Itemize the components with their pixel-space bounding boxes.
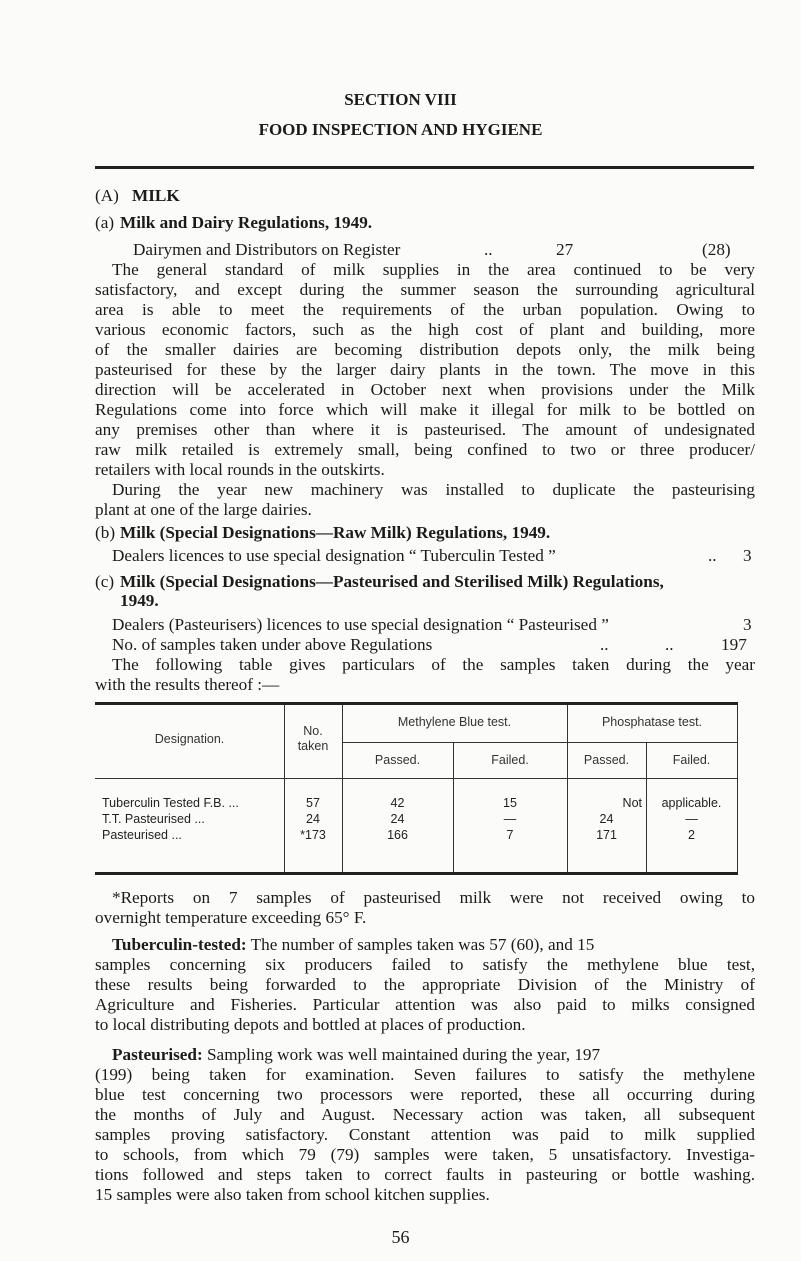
text-line: Agriculture and Fisheries. Particular attention was also paid to milks consigned <box>95 995 755 1014</box>
text-line: satisfactory, and except during the summer season the surrounding agricultural <box>95 280 755 299</box>
tt-licence-text: Dealers licences to use special designation “ Tuberculin Tested ” <box>112 546 556 565</box>
header-phosphatase: Phosphatase test. <box>601 715 703 729</box>
text-line <box>112 935 755 955</box>
text-line: to local distributing depots and bottled at places of production. <box>95 1015 526 1034</box>
header-designation: Designation. <box>154 732 225 746</box>
text-line: During the year new machinery was installed to duplicate the pasteurising <box>112 480 755 499</box>
footnote-line: overnight temperature exceeding 65° F. <box>95 908 367 927</box>
samples-text: No. of samples taken under above Regulations <box>112 635 433 654</box>
cell-ph-failed: — <box>685 812 698 826</box>
tt-licence-dots: .. <box>708 546 717 565</box>
column-divider <box>567 705 568 872</box>
milk-heading: MILK <box>132 186 180 205</box>
subsection-c-title-line1: Milk (Special Designations—Pasteurised and Sterilised Milk) Regulations, <box>120 572 664 591</box>
register-text: Dairymen and Distributors on Register <box>133 240 401 259</box>
header-taken: taken <box>297 739 329 753</box>
text-line: various economic factors, such as the high cost of plant and building, more <box>95 320 755 339</box>
text-line: tions followed and steps taken to correct faults in pasteuring or bottle washing. <box>95 1165 755 1184</box>
header-mb-passed: Passed. <box>374 753 421 767</box>
cell-taken: 57 <box>306 796 320 810</box>
table-intro-line2: with the results thereof :— <box>95 675 280 694</box>
header-no: No. <box>303 724 323 738</box>
cell-ph-passed: 24 <box>599 812 614 826</box>
text-line: area is able to meet the requirements of the urban population. Owing to <box>95 300 755 319</box>
past-first-line: Sampling work was well maintained during the year, 197 <box>202 1045 601 1064</box>
cell-mb-failed: 15 <box>503 796 517 810</box>
text-line: of the smaller dairies are becoming distribution depots only, the milk being <box>95 340 755 359</box>
header-mb-failed: Failed. <box>491 753 529 767</box>
text-line: plant at one of the large dairies. <box>95 500 312 519</box>
cell-designation: Tuberculin Tested F.B. ... <box>102 796 239 810</box>
text-line: samples proving satisfactory. Constant attention was paid to milk supplied <box>95 1125 755 1144</box>
past-licence-value: 3 <box>743 615 752 634</box>
register-previous: (28) <box>702 240 731 259</box>
tt-first-line: The number of samples taken was 57 (60), and 15 <box>246 935 595 954</box>
table-top-rule <box>95 702 738 705</box>
text-line: to schools, from which 79 (79) samples were taken, 5 unsatisfactory. Investiga- <box>95 1145 755 1164</box>
title-rule <box>95 166 754 169</box>
register-dots: .. <box>484 240 493 259</box>
cell-ph-passed: Not <box>622 796 642 810</box>
text-line: direction will be accelerated in October next when provisions under the Milk <box>95 380 755 399</box>
subsection-a-label: (a) <box>95 213 115 232</box>
samples-dots: .. <box>665 635 674 654</box>
samples-dots: .. <box>600 635 609 654</box>
table-intro-line1: The following table gives particulars of the samples taken during the year <box>112 655 755 674</box>
header-ph-failed: Failed. <box>672 753 711 767</box>
cell-mb-passed: 166 <box>387 828 408 842</box>
header-methylene: Methylene Blue test. <box>397 715 512 729</box>
cell-taken: 24 <box>306 812 320 826</box>
text-line: (199) being taken for examination. Seven failures to satisfy the methylene <box>95 1065 755 1084</box>
milk-heading-letter: (A) <box>95 186 119 205</box>
header-bottom-rule <box>95 778 737 779</box>
text-line: 15 samples were also taken from school kitchen supplies. <box>95 1185 490 1204</box>
cell-designation: T.T. Pasteurised ... <box>102 812 205 826</box>
section-number: SECTION VIII <box>344 90 457 109</box>
text-line: the months of July and August. Necessary action was taken, all subsequent <box>95 1105 755 1124</box>
text-line: retailers with local rounds in the outskirts. <box>95 460 385 479</box>
cell-mb-failed: 7 <box>506 828 514 842</box>
text-line: samples concerning six producers failed to satisfy the methylene blue test, <box>95 955 755 974</box>
text-line: raw milk retailed is extremely small, being confined to two or three producer/ <box>95 440 755 459</box>
text-line: any premises other than where it is pasteurised. The amount of undesignated <box>95 420 755 439</box>
cell-mb-failed: — <box>503 812 517 826</box>
subsection-a-title: Milk and Dairy Regulations, 1949. <box>120 213 373 232</box>
cell-taken: *173 <box>300 828 326 842</box>
header-ph-passed: Passed. <box>583 753 630 767</box>
section-title: FOOD INSPECTION AND HYGIENE <box>258 120 543 139</box>
past-licence-text: Dealers (Pasteurisers) licences to use special designation “ Pasteurised ” <box>112 615 609 634</box>
cell-mb-passed: 24 <box>390 812 405 826</box>
cell-ph-passed: 171 <box>596 828 617 842</box>
samples-table <box>95 702 738 875</box>
subsection-b-title: Milk (Special Designations—Raw Milk) Regulations, 1949. <box>120 523 551 542</box>
samples-value: 197 <box>721 635 747 654</box>
text-line: Regulations come into force which will make it illegal for milk to be bottled on <box>95 400 755 419</box>
tt-licence-value: 3 <box>743 546 752 565</box>
cell-ph-failed: applicable. <box>661 796 722 810</box>
page-number: 56 <box>391 1227 410 1247</box>
cell-ph-failed: 2 <box>688 828 695 842</box>
cell-mb-passed: 42 <box>390 796 405 810</box>
header-divider <box>342 742 737 743</box>
text-line: these results being forwarded to the appropriate Division of the Ministry of <box>95 975 755 994</box>
text-line: pasteurised for these by the larger dairy plants in the town. The move in this <box>95 360 755 379</box>
past-lead: Pasteurised: <box>112 1045 203 1064</box>
subsection-b-label: (b) <box>95 523 116 542</box>
column-divider <box>342 705 343 872</box>
table-bottom-rule <box>95 872 738 875</box>
column-divider <box>737 705 738 872</box>
subsection-c-label: (c) <box>95 572 115 591</box>
text-line: blue test concerning two processors were reported, these all occurring during <box>95 1085 755 1104</box>
text-line <box>112 1045 755 1065</box>
tt-lead: Tuberculin-tested: <box>112 935 247 954</box>
subsection-c-title-line2: 1949. <box>120 591 159 610</box>
text-line: The general standard of milk supplies in the area continued to be very <box>112 260 755 279</box>
register-value: 27 <box>556 240 574 259</box>
cell-designation: Pasteurised ... <box>102 828 182 842</box>
footnote-line: *Reports on 7 samples of pasteurised milk were not received owing to <box>112 888 755 907</box>
